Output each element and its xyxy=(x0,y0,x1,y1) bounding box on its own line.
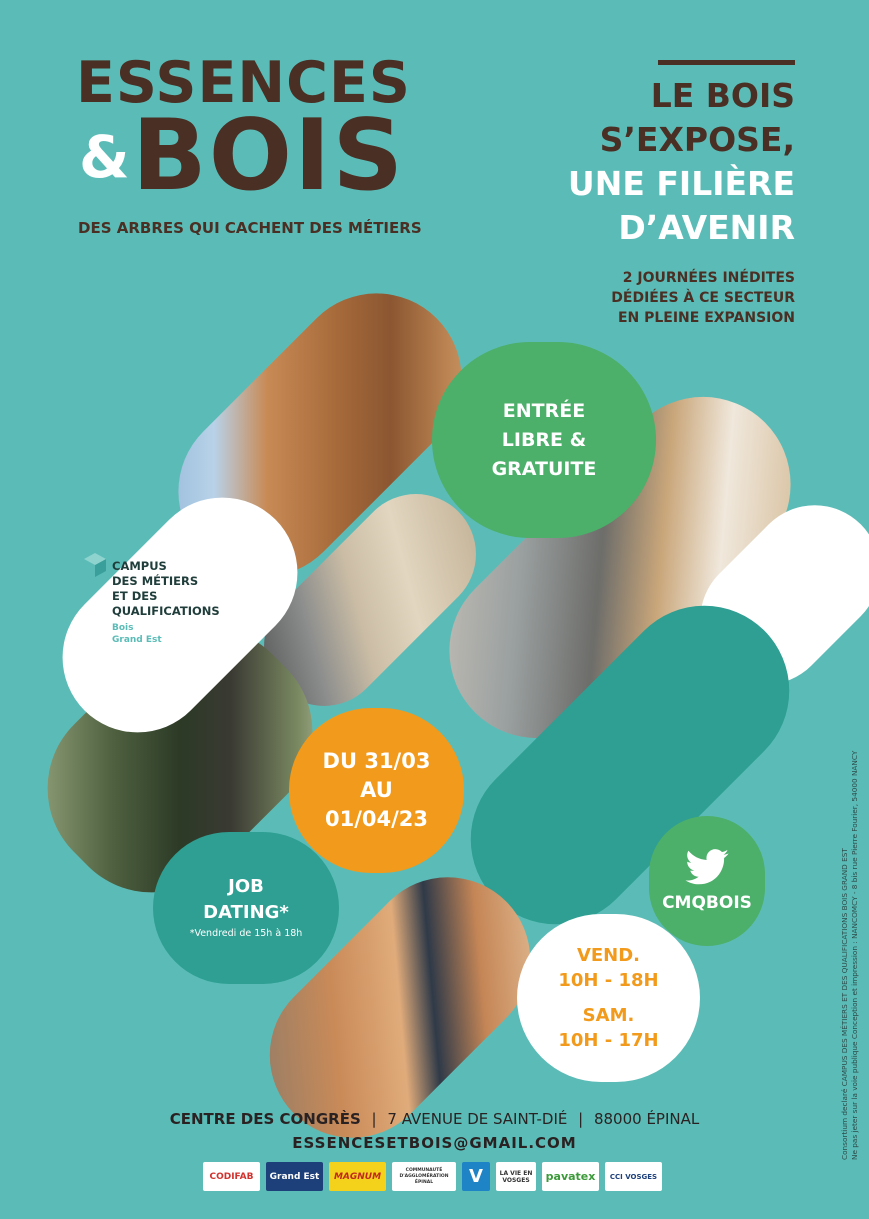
subheadline-line: EN PLEINE EXPANSION xyxy=(617,310,795,326)
partner-logos xyxy=(203,1162,662,1191)
campus-subtitle xyxy=(112,622,162,646)
headline-line: UNE FILIÈRE xyxy=(567,164,795,203)
headline-line: D’AVENIR xyxy=(618,208,795,247)
twitter-handle: CMQBOIS xyxy=(662,893,752,913)
hours-line: 10H - 18H xyxy=(558,970,659,991)
free-entry-line: LIBRE & xyxy=(501,428,587,451)
partner-logo-codifab: CODIFAB xyxy=(203,1162,260,1191)
job-dating-note: *Vendredi de 15h à 18h xyxy=(189,928,303,939)
hours-badge xyxy=(517,914,700,1082)
twitter-icon xyxy=(685,849,729,885)
footer-sep: | xyxy=(371,1110,377,1128)
hours-line: VEND. xyxy=(576,945,641,966)
social-badge[interactable] xyxy=(649,816,765,946)
partner-logo-v: V xyxy=(462,1162,490,1191)
partner-logo-magnum: MAGNUM xyxy=(329,1162,386,1191)
headline-line: LE BOIS xyxy=(650,76,795,115)
campus-line: QUALIFICATIONS xyxy=(112,604,220,618)
dates-line: AU xyxy=(360,778,393,802)
logo-bois: BOIS xyxy=(132,99,406,213)
logo-ampersand: & xyxy=(79,123,130,191)
subheadline-line: DÉDIÉES À CE SECTEUR xyxy=(611,290,795,306)
job-dating-line: DATING* xyxy=(203,902,289,923)
logo-tagline: DES ARBRES QUI CACHENT DES MÉTIERS xyxy=(78,219,422,237)
partner-logo-vosges: LA VIE EN VOSGES xyxy=(496,1162,536,1191)
headline xyxy=(465,74,795,250)
job-dating-line: JOB xyxy=(228,876,264,897)
logo-essences: ESSENCES xyxy=(76,50,411,116)
footer-venue: CENTRE DES CONGRÈS xyxy=(169,1110,361,1128)
partner-logo-epinal: COMMUNAUTÉ D'AGGLOMÉRATION ÉPINAL xyxy=(392,1162,456,1191)
dates-badge xyxy=(289,708,464,873)
free-entry-line: GRATUITE xyxy=(491,457,597,480)
side-legal-line: Consortium declaré CAMPUS DES MÉTIERS ET DES QUALIFICATIONS BOIS GRAND EST xyxy=(840,848,849,1160)
headline-rule xyxy=(658,60,795,65)
campus-sub-line: Bois xyxy=(112,623,134,633)
footer-city: 88000 ÉPINAL xyxy=(593,1110,700,1128)
free-entry-line: ENTRÉE xyxy=(502,399,586,422)
hours-line: SAM. xyxy=(582,1005,635,1026)
campus-sub-line: Grand Est xyxy=(112,635,162,645)
headline-line: S’EXPOSE, xyxy=(599,120,795,159)
footer-sep: | xyxy=(578,1110,584,1128)
footer-address xyxy=(0,1110,869,1128)
dates-line: 01/04/23 xyxy=(324,807,428,831)
partner-logo-cci: CCI VOSGES xyxy=(605,1162,662,1191)
partner-logo-pavatex: pavatex xyxy=(542,1162,599,1191)
footer-street: 7 AVENUE DE SAINT-DIÉ xyxy=(387,1110,568,1128)
campus-cube-icon xyxy=(82,552,108,578)
campus-line: ET DES xyxy=(112,589,158,603)
campus-line: CAMPUS xyxy=(112,559,167,573)
campus-line: DES MÉTIERS xyxy=(112,574,199,588)
job-dating-badge xyxy=(153,832,339,984)
partner-logo-grand-est: Grand Est xyxy=(266,1162,323,1191)
dates-line: DU 31/03 xyxy=(322,749,431,773)
free-entry-badge xyxy=(432,342,656,538)
side-legal-text xyxy=(840,751,860,1160)
footer-email[interactable]: ESSENCESETBOIS@GMAIL.COM xyxy=(292,1134,577,1152)
subheadline-line: 2 JOURNÉES INÉDITES xyxy=(622,270,795,286)
subheadline xyxy=(535,268,795,328)
side-legal-line: Ne pas jeter sur la voie publique Conception et impression : NANCOMCY - 8 bis rue Pierre Fourier, 54000 NANCY xyxy=(850,750,859,1160)
hours-line: 10H - 17H xyxy=(558,1030,659,1051)
campus-title xyxy=(112,559,220,619)
